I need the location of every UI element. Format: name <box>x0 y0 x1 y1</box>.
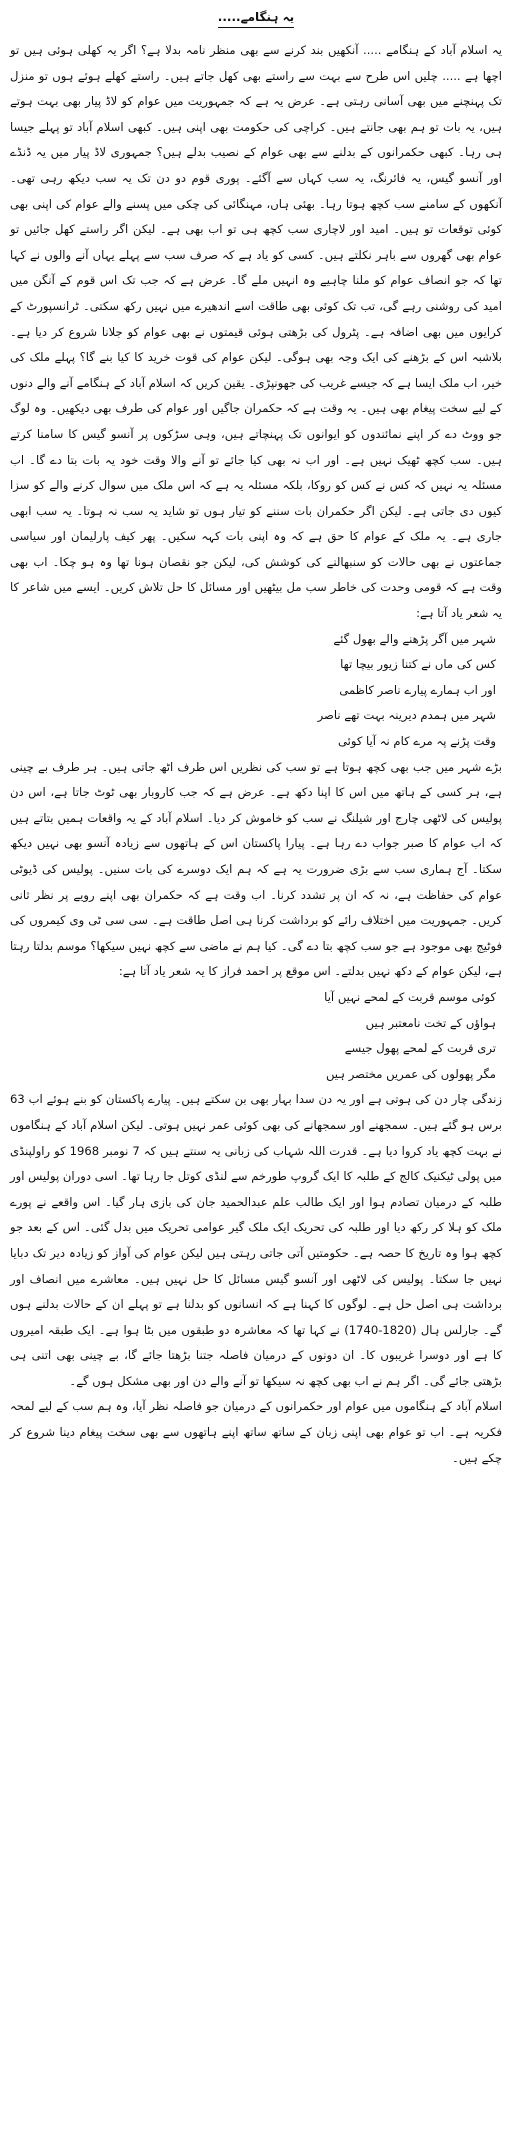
poem-2-line: کوئی موسم قربت کے لمحے نہیں آیا <box>324 989 496 1004</box>
paragraph-4: اسلام آباد کے ہنگاموں میں عوام اور حکمرانوں کے درمیان جو فاصلہ نظر آیا، وہ ہم سب کے لیے لمحہ فکریہ ہے۔ اب تو عوام بھی اپنی زبان کے ساتھ ساتھ اپنے ہاتھوں سے بھی سخت پیغام دینا شروع کر چکے ہیں۔ <box>10 1399 502 1465</box>
poem-1-line: اور اب ہمارے پیارے ناصر کاظمی <box>339 682 496 697</box>
poem-2-line: تری قربت کے لمحے پھول جیسے <box>344 1041 496 1056</box>
article-title: یہ ہنگامے..... <box>218 10 294 28</box>
poem-1-line: کس کی ماں نے کتنا زیور بیچا تھا <box>340 657 496 672</box>
poem-2 <box>10 985 502 1087</box>
poem-1-line: شہر میں ہمدم دیرینہ بہت تھے ناصر <box>317 708 496 723</box>
poem-2-line: مگر پھولوں کی عمریں مختصر ہیں <box>325 1066 496 1081</box>
poem-1-line: شہر میں آگر پڑھنے والے بھول گئے <box>333 631 496 646</box>
paragraph-2: بڑے شہر میں جب بھی کچھ ہوتا ہے تو سب کی نظریں اس طرف اٹھ جاتی ہیں۔ ہر طرف بے چینی ہے، ہر کسی کے ہاتھ میں اس کا اپنا دکھ ہے۔ عرض ہے کہ جب کاروبار بھی ٹوٹ جاتا ہے، اس دن پولیس کی لاٹھی چارج اور شیلنگ نے سب کو خاموش کر دیا۔ اسلام آباد کے یہ واقعات ہمیں بتاتے ہیں کہ اب عوام کا صبر جواب دے رہا ہے۔ پیارا پاکستان اس کے ہاتھوں سے زیادہ آنسو بھی نہیں دیکھ سکتا۔ آج ہماری سب سے بڑی ضرورت یہ ہے کہ ہم ایک دوسرے کی بات سنیں۔ پولیس کی ڈیوٹی عوام کی حفاظت ہے، نہ کہ ان پر تشدد کرنا۔ اب وقت ہے کہ حکمران بھی اپنے رویے پر نظر ثانی کریں۔ جمہوریت میں اختلاف رائے کو برداشت کرنا ہی اصل طاقت ہے۔ سی سی ٹی وی کیمروں کی فوٹیج بھی موجود ہے جو سب کچھ بتا دے گی۔ کیا ہم نے ماضی سے کچھ نہیں سیکھا؟ موسم بدلتا رہتا ہے، لیکن عوام کے دکھ نہیں بدلتے۔ اس موقع پر احمد فراز کا یہ شعر یاد آتا ہے: <box>10 759 502 979</box>
title-block <box>10 6 502 28</box>
poem-2-line: ہواؤں کے تخت نامعتبر ہیں <box>365 1015 496 1030</box>
poem-1 <box>10 627 502 755</box>
paragraph-1: یہ اسلام آباد کے ہنگامے ..... آنکھیں بند کرنے سے بھی منظر نامہ بدلا ہے؟ اگر یہ کھلی ہوئی ہیں تو اچھا ہے ..... چلیں اس طرح سے بہت سے راستے بھی کھل جاتے ہیں۔ راستے کھلے ہوئے ہوں تو منزل تک پہنچنے میں بھی آسانی رہتی ہے۔ عرض یہ ہے کہ جمہوریت میں عوام کو لاڈ پیار بھی بہت ہوتے ہیں، یہ بات تو ہم بھی جانتے ہیں۔ کراچی کی حکومت بھی اپنی ہیں۔ کبھی اسلام آباد تو پہلے جیسا ہی رہا۔ کبھی حکمرانوں کے بدلنے سے بھی عوام کے نصیب بدلے ہیں؟ جمہوری لاڈ پیار میں یہ ڈنڈے اور آنسو گیس، یہ فائرنگ، یہ سب کہاں سے آگئے۔ پوری قوم دو دن تک یہ سب دیکھ رہی تھی۔ آنکھوں کے سامنے سب کچھ ہوتا رہا۔ بھئی ہاں، مہنگائی کی چکی میں پسنے والے عوام کی اپنی بھی کوئی توقعات تو ہیں۔ امید اور لاچاری سب کچھ ہی تو اب بھی ہے۔ لیکن اگر راستے کھل جائیں تو عوام بھی گھروں سے باہر نکلتے ہیں۔ کسی کو یاد ہے کہ صرف سب سے پہلے یہاں آنے والوں نے کہا تھا کہ جو انصاف عوام کو ملنا چاہیے وہ انہیں ملے گا۔ عرض ہے کہ جب تک اس قوم کے آنگن میں امید کی روشنی رہے گی، تب تک کوئی بھی طاقت اسے اندھیرے میں نہیں رکھ سکتی۔ ٹرانسپورٹ کے کرایوں میں بھی اضافہ ہے۔ پٹرول کی بڑھتی ہوئی قیمتوں نے بھی عوام کو جلانا شروع کر دیا ہے۔ بلاشبہ اس کے بڑھنے کی ایک وجہ بھی ہوگی۔ لیکن عوام کی قوت خرید کا کیا بنے گا؟ پہلے ملک کی خیر، اب ملک ایسا ہے کہ جیسے غریب کی جھونپڑی۔ یقین کریں کہ اسلام آباد کے ہنگامے آنے والے دنوں کے لیے سخت پیغام بھی ہیں۔ یہ وقت ہے کہ حکمران جاگیں اور عوام کی طرف بھی دیکھیں۔ وہ لوگ جو ووٹ دے کر اپنے نمائندوں کو ایوانوں تک پہنچاتے ہیں، وہی سڑکوں پر آنسو گیس کا سامنا کرتے ہیں۔ سب کچھ ٹھیک نہیں ہے۔ اور اب نہ بھی کیا جائے تو آنے والا وقت خود یہ بات بتا دے گا۔ اب مسئلہ یہ نہیں کہ کس نے کس کو روکا، بلکہ مسئلہ یہ ہے کہ اس ملک میں سوال کرنے والے کو سزا کیوں دی جاتی ہے۔ لیکن اگر حکمران بات سننے کو تیار ہوں تو شاید یہ سب نہ ہوتا۔ یہ سب ابھی جاری ہے۔ یہ ملک کے عوام کا حق ہے کہ وہ اپنی بات کہہ سکیں۔ پھر کیف پارلیمان اور سیاسی جماعتوں نے بھی حالات کو سنبھالنے کی کوشش کی، لیکن جو نقصان ہونا تھا وہ ہو چکا۔ اب بھی وقت ہے کہ قومی وحدت کی خاطر سب مل بیٹھیں اور مسائل کا حل تلاش کریں۔ ایسے میں شاعر کا یہ شعر یاد آتا ہے: <box>10 43 502 621</box>
poem-1-line: وقت پڑنے پہ مرے کام نہ آیا کوئی <box>337 734 496 749</box>
paragraph-3: زندگی چار دن کی ہوتی ہے اور یہ دن سدا بہار بھی بن سکتے ہیں۔ پیارے پاکستان کو بنے ہوئے اب 63 برس ہو گئے ہیں۔ سمجھنے اور سمجھانے کی بھی کوئی عمر نہیں ہوتی۔ لیکن اسلام آباد کے ہنگاموں نے بہت کچھ یاد کروا دیا ہے۔ قدرت اللہ شہاب کی زبانی یہ سنتے ہیں کہ 7 نومبر 1968 کو راولپنڈی میں پولی ٹیکنیک کالج کے طلبہ کا ایک گروپ طورخم سے لنڈی کوتل جا رہا تھا۔ اسی دوران پولیس اور طلبہ کے درمیان تصادم ہوا اور ایک طالب علم عبدالحمید جان کی بازی ہار گیا۔ اس واقعے نے پورے ملک کو ہلا کر رکھ دیا اور طلبہ کی تحریک ایک ملک گیر عوامی تحریک میں بدل گئی۔ اس کے بعد جو کچھ ہوا وہ تاریخ کا حصہ ہے۔ حکومتیں آتی جاتی رہتی ہیں لیکن عوام کی آواز کو زیادہ دیر تک دبایا نہیں جا سکتا۔ پولیس کی لاٹھی اور آنسو گیس مسائل کا حل نہیں ہیں۔ معاشرے میں انصاف اور برداشت ہی اصل حل ہے۔ لوگوں کا کہنا ہے کہ انسانوں کو بدلنا ہے تو پہلے ان کے حالات بدلنے ہوں گے۔ جارلس ہال (1820-1740) نے کہا تھا کہ معاشرہ دو طبقوں میں بٹا ہوا ہے۔ ایک طبقہ امیروں کا ہے اور دوسرا غریبوں کا۔ ان دونوں کے درمیان فاصلہ جتنا بڑھتا جائے گا، بے چینی بھی اتنی ہی بڑھتی جائے گی۔ اگر ہم نے اب بھی کچھ نہ سیکھا تو آنے والے دن اور بھی مشکل ہوں گے۔ <box>10 1092 502 1388</box>
